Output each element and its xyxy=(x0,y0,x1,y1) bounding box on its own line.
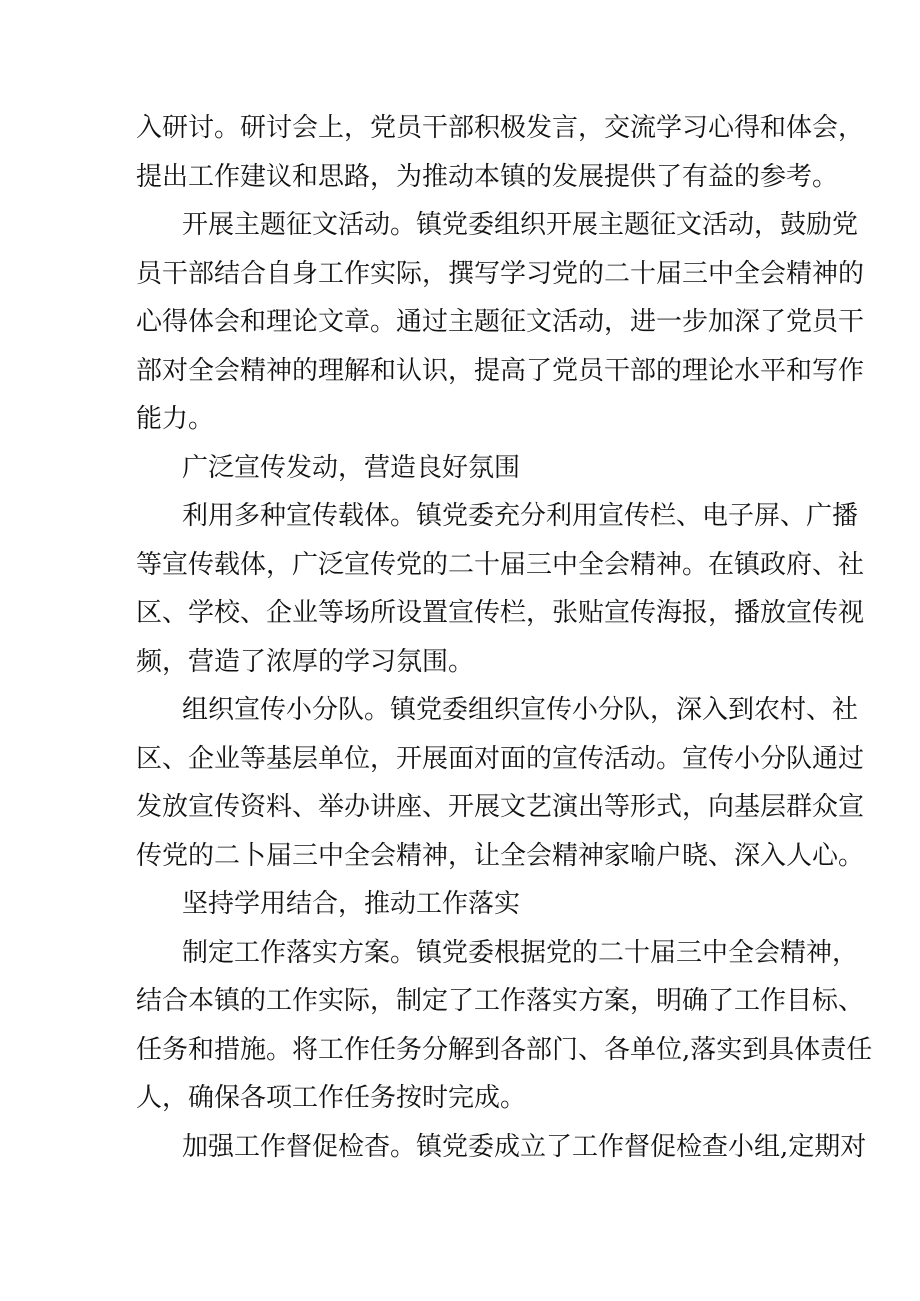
text-line: 广泛宣传发动，营造良好氛围 xyxy=(182,452,521,483)
text-line: 发放宣传资料、举办讲座、开展文艺演出等形式，向基层群众宣 xyxy=(136,792,865,822)
text-line: 员干部结合自身工作实际，撰写学习党的二十届三中全会精神的 xyxy=(136,258,865,289)
text-line: 加强工作督促检杳。镇党委成立了工作督促检查小组,定期对 xyxy=(182,1131,867,1162)
text-line: 等宣传载体，广泛宣传党的二十届三中全会精神。在镇政府、社 xyxy=(136,549,865,580)
text-line: 提出工作建议和思路，为推动本镇的发展提供了有益的参考。 xyxy=(136,161,839,192)
text-line: 结合本镇的工作实际，制定了工作落实方案，明确了工作目标、 xyxy=(136,986,865,1016)
text-line: 坚持学用结合，推动工作落实 xyxy=(182,889,521,919)
text-line: 入研讨。研讨会上，党员干部积极发言，交流学习心得和体会， xyxy=(136,113,865,143)
text-line: 能力。 xyxy=(136,404,215,434)
text-line: 制定工作落实方案。镇党委根据党的二十届三中全会精神， xyxy=(182,937,859,968)
text-line: 区、学校、企业等场所设置宣传栏，张贴宣传海报，播放宣传视 xyxy=(136,598,865,628)
text-line: 任务和措施。将工作任务分解到各部门、各单位,落实到具体责任 xyxy=(136,1034,873,1065)
text-line: 区、企业等基层单位，开展面对面的宣传活动。宣传小分队通过 xyxy=(136,743,865,774)
text-line: 频，营造了浓厚的学习氛围。 xyxy=(136,646,475,677)
text-line: 组织宣传小分队。镇党委组织宣传小分队，深入到农村、社 xyxy=(182,695,859,725)
text-line: 开展主题征文活动。镇党委组织开展主题征文活动，鼓励党 xyxy=(182,210,859,240)
text-line: 人，确保各项工作任务按时完成。 xyxy=(136,1083,527,1113)
text-line: 心得体会和理论文章。通过主题征文活动，进一步加深了党员干 xyxy=(136,307,865,337)
text-line: 利用多种宣传载体。镇党委充分利用宣传栏、电子屏、广播 xyxy=(182,501,859,531)
text-line: 传党的二卜届三中全会精神，让全会精神家喻户晓、深入人心。 xyxy=(136,840,865,871)
text-line: 部对全会精神的理解和认识，提高了党员干部的理论水平和写作 xyxy=(136,355,865,386)
document-body xyxy=(136,104,873,1171)
